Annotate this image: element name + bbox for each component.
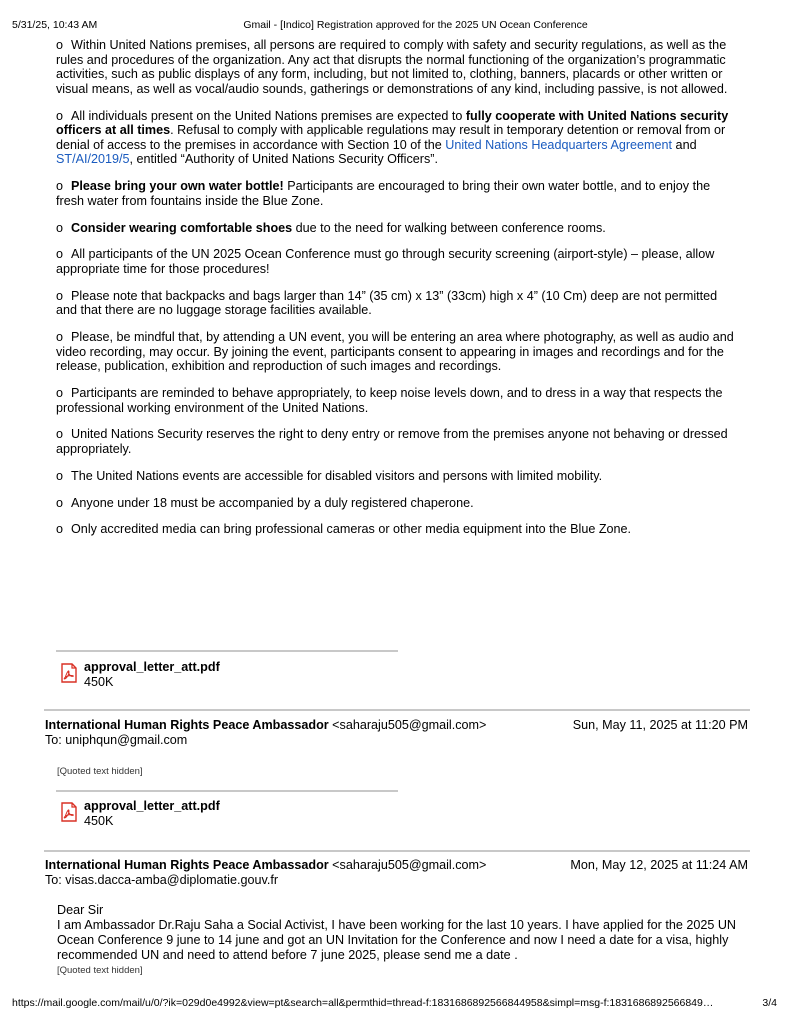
bullet: o bbox=[56, 427, 64, 442]
message-header-1 bbox=[45, 718, 748, 748]
message-date: Mon, May 12, 2025 at 11:24 AM bbox=[570, 858, 748, 872]
print-title: Gmail - [Indico] Registration approved for the 2025 UN Ocean Conference bbox=[243, 19, 588, 31]
note-emphasis: fully cooperate with United Nations security officers at all times bbox=[56, 108, 729, 138]
note-text: All participants of the UN 2025 Ocean Conference must go through security screening (airport-style) – please, allow appropriate time for those procedures! bbox=[56, 247, 715, 276]
attachment-size: 450K bbox=[84, 675, 114, 689]
attachment-name[interactable]: approval_letter_att.pdf bbox=[84, 799, 220, 813]
message-recipient: To: uniphqun@gmail.com bbox=[45, 733, 188, 747]
note-text: Participants are encouraged to bring their own water bottle, and to enjoy the fresh water from fountains inside the Blue Zone. bbox=[56, 179, 711, 208]
bullet: o bbox=[56, 522, 64, 537]
note-emphasis: Consider wearing comfortable shoes bbox=[71, 220, 293, 235]
message-divider bbox=[44, 850, 750, 852]
note-item bbox=[56, 247, 740, 276]
print-footer bbox=[0, 997, 791, 1011]
attachment-name[interactable]: approval_letter_att.pdf bbox=[84, 660, 220, 674]
message-header-2 bbox=[45, 858, 748, 888]
note-item bbox=[56, 386, 740, 415]
message-paragraph: I am Ambassador Dr.Raju Saha a Social Activist, I have been working for the last 10 years. I have applied for the 2025 UN Ocean Conference 9 june to 14 june and got an UN Invitation for the Conference and now I need a date for a visa, highly recommended UN and need to attend before 7 june 2025, please send me a date . bbox=[57, 918, 737, 962]
note-text: due to the need for walking between conference rooms. bbox=[292, 220, 606, 235]
note-text: The United Nations events are accessible for disabled visitors and persons with limited mobility. bbox=[71, 468, 603, 483]
bullet: o bbox=[56, 108, 64, 123]
bullet: o bbox=[56, 179, 64, 194]
note-text: Within United Nations premises, all persons are required to comply with safety and security regulations, as well as the rules and procedures of the organization. Any act that disrupts the normal functioning of the organization’s programmatic activities, such as public displays of any form, including, but not limited to, clothing, banners, placards or other written or visual means, as well as vocal/audio sounds, gatherings or demonstrations of any kind, including passive, is not allowed. bbox=[56, 38, 728, 96]
pdf-icon bbox=[60, 663, 78, 683]
sender-name: International Human Rights Peace Ambassador bbox=[45, 718, 329, 732]
note-text: Participants are reminded to behave appropriately, to keep noise levels down, and to dress in a way that respects the professional working environment of the United Nations. bbox=[56, 386, 723, 415]
pdf-icon bbox=[60, 802, 78, 822]
message-divider bbox=[44, 709, 750, 711]
message-recipient: To: visas.dacca-amba@diplomatie.gouv.fr bbox=[45, 873, 279, 887]
message-greeting: Dear Sir bbox=[57, 903, 104, 917]
bullet: o bbox=[56, 330, 64, 345]
quoted-text-toggle[interactable]: [Quoted text hidden] bbox=[57, 965, 143, 976]
attachment-divider bbox=[56, 790, 398, 792]
note-item bbox=[56, 522, 740, 537]
bullet: o bbox=[56, 247, 64, 262]
bullet: o bbox=[56, 468, 64, 483]
sender-email: <saharaju505@gmail.com> bbox=[332, 858, 487, 872]
note-item bbox=[56, 289, 740, 318]
note-link[interactable]: United Nations Headquarters Agreement bbox=[445, 137, 673, 152]
note-item bbox=[56, 38, 740, 96]
note-text: . Refusal to comply with applicable regulations may result in temporary detention or removal from or denial of access to the premises in accordance with Section 10 of the bbox=[56, 123, 726, 152]
conference-notes bbox=[56, 38, 740, 549]
note-item bbox=[56, 330, 740, 374]
note-text: Please, be mindful that, by attending a UN event, you will be entering an area where photography, as well as audio and video recording, may occur. By joining the event, participants consent to appearing in images and recordings and for the release, publication, exhibition and reproduction of such images and recordings. bbox=[56, 330, 734, 374]
bullet: o bbox=[56, 220, 64, 235]
print-datetime: 5/31/25, 10:43 AM bbox=[12, 19, 98, 31]
note-item bbox=[56, 221, 740, 236]
sender-email: <saharaju505@gmail.com> bbox=[332, 718, 487, 732]
note-text: Only accredited media can bring professional cameras or other media equipment into the Blue Zone. bbox=[71, 522, 632, 537]
note-item bbox=[56, 179, 740, 208]
note-text: Please note that backpacks and bags larger than 14” (35 cm) x 13” (33cm) high x 4” (10 Cm) deep are not permitted and that there are no luggage storage facilities available. bbox=[56, 288, 718, 318]
note-item bbox=[56, 109, 740, 167]
print-header bbox=[0, 19, 791, 33]
print-url: https://mail.google.com/mail/u/0/?ik=029d0e4992&view=pt&search=all&permthid=thread-f:1831686892566844958&simpl=msg-f:1831686892566849… bbox=[12, 997, 714, 1009]
note-item bbox=[56, 496, 740, 511]
note-text: , entitled “Authority of United Nations Security Officers”. bbox=[129, 152, 438, 167]
bullet: o bbox=[56, 495, 64, 510]
note-text: and bbox=[672, 137, 697, 152]
note-emphasis: Please bring your own water bottle! bbox=[71, 179, 284, 194]
message-body bbox=[57, 903, 747, 963]
attachment-size: 450K bbox=[84, 814, 114, 828]
note-item bbox=[56, 469, 740, 484]
page-number: 3/4 bbox=[762, 997, 777, 1009]
note-item bbox=[56, 427, 740, 456]
note-link[interactable]: ST/AI/2019/5 bbox=[56, 152, 130, 167]
bullet: o bbox=[56, 38, 64, 52]
sender-name: International Human Rights Peace Ambassador bbox=[45, 858, 329, 872]
note-text: United Nations Security reserves the right to deny entry or remove from the premises anyone not behaving or dressed appropriately. bbox=[56, 427, 728, 456]
note-text: Anyone under 18 must be accompanied by a duly registered chaperone. bbox=[71, 495, 474, 510]
message-date: Sun, May 11, 2025 at 11:20 PM bbox=[572, 718, 748, 732]
quoted-text-toggle[interactable]: [Quoted text hidden] bbox=[57, 766, 143, 777]
bullet: o bbox=[56, 288, 64, 303]
bullet: o bbox=[56, 386, 64, 400]
attachment-divider bbox=[56, 650, 398, 652]
note-text: All individuals present on the United Nations premises are expected to bbox=[71, 108, 466, 123]
